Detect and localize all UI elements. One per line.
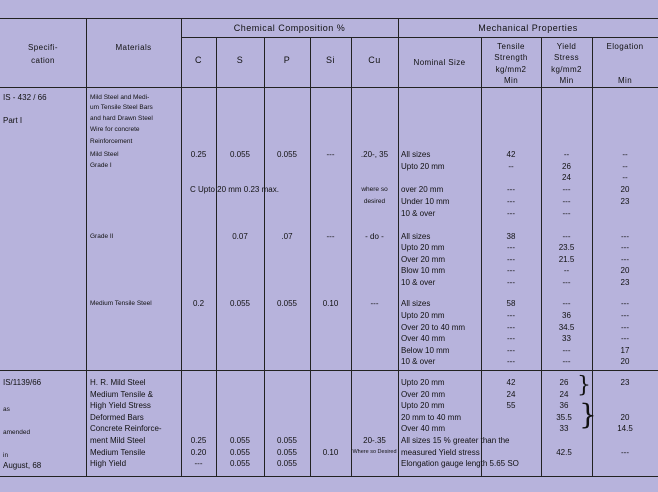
material-grade-2: Grade II xyxy=(90,233,114,240)
tensile: --- xyxy=(507,197,515,206)
nominal-size: All sizes xyxy=(401,150,431,159)
elongation: --- xyxy=(621,255,629,264)
header-cu: Cu xyxy=(368,55,381,65)
tensile: --- xyxy=(507,311,515,320)
cell-s: 0.055 xyxy=(229,459,251,468)
nominal-size: Blow 10 mm xyxy=(401,266,446,275)
yield: 34.5 xyxy=(558,323,575,332)
elongation: 20 xyxy=(620,413,630,422)
elongation: -- xyxy=(622,162,628,171)
spec-note: as xyxy=(3,406,10,413)
nominal-size: Over 20 mm xyxy=(401,255,446,264)
nominal-size: Below 10 mm xyxy=(401,346,450,355)
cell-c: 0.2 xyxy=(192,299,205,308)
nominal-size: over 20 mm xyxy=(401,185,444,194)
cell-s: 0.055 xyxy=(229,448,251,457)
rule-section xyxy=(0,370,658,371)
rule-bottom xyxy=(0,476,658,477)
header-tensile-3: kg/mm2 xyxy=(495,65,527,74)
elongation: 23 xyxy=(620,197,630,206)
col-rule-2 xyxy=(181,18,182,476)
rule-header-bottom xyxy=(0,87,658,88)
tensile: 58 xyxy=(506,299,516,308)
nominal-size: 10 & over xyxy=(401,357,436,366)
tensile: --- xyxy=(507,323,515,332)
material-line: um Tensile Steel Bars xyxy=(90,104,153,111)
cell-p: .07 xyxy=(281,232,293,241)
yield: 24 xyxy=(559,390,569,399)
cell-s: 0.07 xyxy=(232,232,248,241)
nominal-size: Upto 20 mm xyxy=(401,311,445,320)
spec-part: Part I xyxy=(3,116,23,125)
elongation: -- xyxy=(622,173,628,182)
tensile: 55 xyxy=(506,401,516,410)
yield: 26 xyxy=(562,162,571,171)
material-line: Medium Tensile xyxy=(90,448,146,457)
header-specification-1: Specifi- xyxy=(28,43,58,52)
tensile: 24 xyxy=(506,390,516,399)
yield: --- xyxy=(562,278,571,287)
yield: 26 xyxy=(559,378,569,387)
yield: 33 xyxy=(559,424,569,433)
brace-right: } xyxy=(577,373,591,398)
cell-p: 0.055 xyxy=(276,436,298,445)
tensile: 42 xyxy=(506,378,516,387)
nominal-size: Upto 20 mm xyxy=(401,401,445,410)
col-rule-3 xyxy=(216,38,217,476)
col-rule-7 xyxy=(398,18,399,476)
nominal-size: 20 mm to 40 mm xyxy=(401,413,462,422)
nominal-size: Over 20 mm xyxy=(401,390,446,399)
tensile: --- xyxy=(507,255,515,264)
rule-top xyxy=(0,18,658,19)
elongation: 23 xyxy=(620,278,630,287)
nominal-size-note: Elongation gauge length 5.65 SO xyxy=(401,459,519,468)
cell-p: 0.055 xyxy=(276,448,298,457)
yield: -- xyxy=(563,266,570,275)
tensile: --- xyxy=(507,278,515,287)
nominal-size: Over 40 mm xyxy=(401,334,446,343)
elongation: 23 xyxy=(620,378,630,387)
elongation: 20 xyxy=(620,266,630,275)
header-chemical: Chemical Composition % xyxy=(233,23,346,33)
header-yield-4: Min xyxy=(559,76,574,85)
nominal-size-note: All sizes 15 % greater than the xyxy=(401,436,510,445)
nominal-size: All sizes xyxy=(401,232,431,241)
nominal-size: All sizes xyxy=(401,299,431,308)
nominal-size: Over 20 to 40 mm xyxy=(401,323,466,332)
cell-cu: .20-, 35 xyxy=(360,150,389,159)
nominal-size: 10 & over xyxy=(401,209,436,218)
material-line: Deformed Bars xyxy=(90,413,144,422)
yield: 36 xyxy=(559,401,569,410)
cell-cu: 20-.35 xyxy=(363,436,386,445)
tensile: 42 xyxy=(506,150,516,159)
material-line: Mild Steel and Medi- xyxy=(90,94,150,101)
cell-s: 0.055 xyxy=(229,436,251,445)
header-si: Si xyxy=(325,55,335,65)
spec-note: in xyxy=(3,452,9,459)
nominal-size-note: measured Yield stress xyxy=(401,448,480,457)
yield: --- xyxy=(562,197,571,206)
nominal-size: Upto 20 mm xyxy=(401,243,445,252)
yield: 36 xyxy=(562,311,571,320)
yield: --- xyxy=(562,299,571,308)
cell-c: 0.25 xyxy=(190,436,207,445)
header-elogation-min: Min xyxy=(617,76,633,85)
elongation: 14.5 xyxy=(617,424,633,433)
yield: 33 xyxy=(562,334,571,343)
nominal-size: Under 10 mm xyxy=(401,197,450,206)
elongation: --- xyxy=(621,243,629,252)
header-yield-2: Stress xyxy=(553,53,580,62)
col-rule-4 xyxy=(264,38,265,476)
material-line: H. R. Mild Steel xyxy=(90,378,146,387)
header-p: P xyxy=(283,55,291,65)
brace-right: } xyxy=(579,398,597,431)
cell-si: --- xyxy=(326,232,335,241)
tensile: 38 xyxy=(506,232,516,241)
yield: --- xyxy=(562,185,571,194)
yield: 42.5 xyxy=(556,448,572,457)
elongation: --- xyxy=(621,448,629,457)
header-yield-1: Yield xyxy=(556,42,577,51)
spec-is1139: IS/1139/66 xyxy=(3,378,42,387)
material-line: Grade I xyxy=(90,162,112,169)
nominal-size: 10 & over xyxy=(401,278,436,287)
material-line: Medium Tensile & xyxy=(90,390,153,399)
tensile: --- xyxy=(507,334,515,343)
material-line: Concrete Reinforce- xyxy=(90,424,162,433)
yield: 35.5 xyxy=(556,413,572,422)
yield: 23.5 xyxy=(558,243,575,252)
yield: 21.5 xyxy=(558,255,575,264)
col-rule-1 xyxy=(86,18,87,476)
elongation: --- xyxy=(621,232,629,241)
elongation: --- xyxy=(621,311,629,320)
header-yield-3: kg/mm2 xyxy=(551,65,582,74)
tensile: --- xyxy=(507,243,515,252)
tensile: --- xyxy=(507,209,515,218)
cell-s: 0.055 xyxy=(229,150,251,159)
cell-c: --- xyxy=(194,459,203,468)
elongation: --- xyxy=(621,299,629,308)
header-s: S xyxy=(236,55,244,65)
cell-cu-note: where so xyxy=(361,186,388,193)
spec-is432: IS - 432 / 66 xyxy=(3,93,47,102)
cell-p: 0.055 xyxy=(276,150,298,159)
header-mechanical: Mechanical Properties xyxy=(478,23,578,33)
elongation: 17 xyxy=(620,346,630,355)
cell-cu: --- xyxy=(370,299,379,308)
yield: --- xyxy=(562,232,571,241)
elongation: 20 xyxy=(620,185,630,194)
cell-c: 0.25 xyxy=(190,150,207,159)
header-c: C xyxy=(195,55,202,65)
elongation: --- xyxy=(621,323,629,332)
material-line: Reinforcement xyxy=(90,138,133,145)
cell-cu-note: desired xyxy=(363,198,386,205)
header-nominal-size: Nominal Size xyxy=(413,58,466,67)
cell-si: 0.10 xyxy=(322,448,339,457)
col-rule-6 xyxy=(351,38,352,476)
header-specification-2: cation xyxy=(31,56,55,65)
cell-cu-note: Where so Desired xyxy=(352,449,397,455)
material-line: High Yield xyxy=(90,459,127,468)
yield: 24 xyxy=(562,173,571,182)
tensile: --- xyxy=(507,185,515,194)
cell-si: --- xyxy=(326,150,335,159)
spec-note: amended xyxy=(3,429,31,436)
nominal-size: Upto 20 mm xyxy=(401,162,445,171)
cell-c: 0.20 xyxy=(190,448,207,457)
header-tensile-1: Tensile xyxy=(497,42,525,51)
cell-p: 0.055 xyxy=(276,299,298,308)
tensile: -- xyxy=(508,162,514,171)
cell-p: 0.055 xyxy=(276,459,298,468)
cell-s: 0.055 xyxy=(229,299,251,308)
spec-note: August, 68 xyxy=(3,461,42,470)
header-tensile-2: Strength xyxy=(494,53,528,62)
tensile: --- xyxy=(507,266,515,275)
nominal-size: Over 40 mm xyxy=(401,424,446,433)
material-line: Wire for concrete xyxy=(90,126,140,133)
yield: --- xyxy=(562,209,571,218)
nominal-size: Upto 20 mm xyxy=(401,378,445,387)
material-line: and hard Drawn Steel xyxy=(90,115,153,122)
elongation: 20 xyxy=(620,357,630,366)
material-medium-tensile: Medium Tensile Steel xyxy=(90,300,152,307)
cell-c-note: C Upto 20 mm 0.23 max. xyxy=(190,185,279,194)
header-materials: Materials xyxy=(115,43,152,52)
cell-cu: - do - xyxy=(365,232,384,241)
rule-subheader xyxy=(181,37,658,38)
tensile: --- xyxy=(507,346,515,355)
material-line: Mild Steel xyxy=(90,151,119,158)
elongation: -- xyxy=(622,150,628,159)
yield: -- xyxy=(563,150,570,159)
header-tensile-4: Min xyxy=(503,76,519,85)
col-rule-5 xyxy=(310,38,311,476)
header-elogation: Elogation xyxy=(606,42,644,51)
material-line: High Yield Stress xyxy=(90,401,151,410)
elongation: --- xyxy=(621,334,629,343)
yield: --- xyxy=(562,346,571,355)
tensile: --- xyxy=(507,357,515,366)
material-line: ment Mild Steel xyxy=(90,436,146,445)
cell-si: 0.10 xyxy=(322,299,339,308)
yield: --- xyxy=(562,357,571,366)
